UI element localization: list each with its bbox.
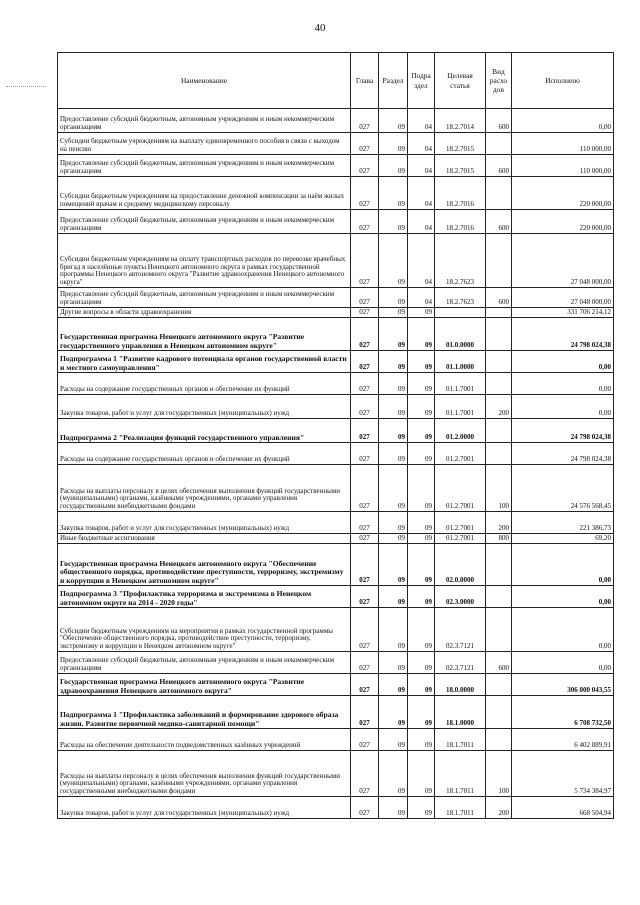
cell-razdel: 09 [379, 308, 408, 318]
cell-executed: 0,00 [512, 608, 614, 652]
cell-podrazdel: 09 [408, 512, 435, 534]
cell-podrazdel: 09 [408, 696, 435, 729]
table-row [58, 351, 614, 373]
cell-executed: 0,00 [512, 652, 614, 674]
cell-razdel: 09 [379, 696, 408, 729]
table-row [58, 608, 614, 652]
cell-vid [486, 674, 512, 696]
cell-vid [486, 419, 512, 443]
cell-name: Предоставление субсидий бюджетным, автономным учреждениям и иным некоммерческим организациям [58, 652, 351, 674]
cell-razdel: 09 [379, 465, 408, 512]
cell-glava: 027 [351, 395, 379, 419]
table-row [58, 308, 614, 318]
cell-podrazdel: 04 [408, 177, 435, 210]
cell-glava: 027 [351, 797, 379, 819]
cell-executed: 24 576 568,45 [512, 465, 614, 512]
cell-target: 18.2.7016 [435, 177, 486, 210]
cell-vid: 600 [486, 155, 512, 177]
table-row [58, 288, 614, 308]
cell-glava: 027 [351, 210, 379, 234]
cell-podrazdel: 09 [408, 308, 435, 318]
cell-podrazdel: 09 [408, 797, 435, 819]
cell-vid: 600 [486, 288, 512, 308]
cell-glava: 027 [351, 351, 379, 373]
cell-razdel: 09 [379, 608, 408, 652]
cell-podrazdel: 09 [408, 544, 435, 586]
cell-name: Другие вопросы в области здравоохранения [58, 308, 351, 318]
cell-razdel: 09 [379, 544, 408, 586]
page-number: 40 [314, 22, 326, 34]
cell-razdel: 09 [379, 586, 408, 608]
cell-glava: 027 [351, 751, 379, 797]
cell-razdel: 09 [379, 288, 408, 308]
cell-executed: 27 048 000,00 [512, 288, 614, 308]
cell-name: Субсидии бюджетным учреждениям на оплату транспортных расходов по перевозке врачебных бригад в населённые пункты Ненецкого автономного округа в рамках государственной программы Ненецкого автономного округа "Развитие здравоохранения Ненецкого автономного округа" [58, 234, 351, 288]
cell-target: 01.2.0000 [435, 419, 486, 443]
table-row [58, 729, 614, 751]
cell-vid [486, 234, 512, 288]
cell-podrazdel: 09 [408, 419, 435, 443]
cell-executed: 0,00 [512, 109, 614, 133]
cell-target: 18.2.7016 [435, 210, 486, 234]
header-razdel: Раздел [379, 53, 408, 109]
cell-podrazdel: 04 [408, 210, 435, 234]
cell-glava: 027 [351, 443, 379, 465]
cell-razdel: 09 [379, 443, 408, 465]
cell-executed: 6 708 732,50 [512, 696, 614, 729]
cell-glava: 027 [351, 465, 379, 512]
cell-glava: 027 [351, 177, 379, 210]
cell-name: Расходы на выплаты персоналу в целях обеспечения выполнения функций государственными (муниципальными) органами, казёнными учреждениями, органами управления государственными внебюджетными фондами [58, 465, 351, 512]
cell-name: Закупка товаров, работ и услуг для государственных (муниципальных) нужд [58, 797, 351, 819]
cell-vid: 200 [486, 395, 512, 419]
table-row [58, 534, 614, 544]
cell-executed: 0,00 [512, 351, 614, 373]
cell-podrazdel: 04 [408, 288, 435, 308]
table-row [58, 674, 614, 696]
cell-razdel: 09 [379, 674, 408, 696]
cell-name: Закупка товаров, работ и услуг для государственных (муниципальных) нужд [58, 395, 351, 419]
cell-name: Подпрограмма 2 "Реализация функций государственного управления" [58, 419, 351, 443]
cell-name: Предоставление субсидий бюджетным, автономным учреждениям и иным некоммерческим организациям [58, 155, 351, 177]
cell-target: 18.1.7011 [435, 797, 486, 819]
cell-podrazdel: 09 [408, 318, 435, 351]
cell-podrazdel: 09 [408, 465, 435, 512]
cell-executed: 0,00 [512, 395, 614, 419]
cell-podrazdel: 09 [408, 534, 435, 544]
cell-vid [486, 586, 512, 608]
cell-razdel: 09 [379, 133, 408, 155]
table-row [58, 210, 614, 234]
header-vid: Вид расхо дов [486, 53, 512, 109]
cell-name: Государственная программа Ненецкого автономного округа "Обеспечение общественного порядка, противодействие преступности, терроризму, экстремизму и коррупции в Ненецком автономном округе" [58, 544, 351, 586]
cell-vid: 200 [486, 797, 512, 819]
cell-glava: 027 [351, 155, 379, 177]
cell-executed: 5 734 384,97 [512, 751, 614, 797]
cell-vid [486, 373, 512, 395]
cell-podrazdel: 09 [408, 674, 435, 696]
cell-target: 01.2.7001 [435, 465, 486, 512]
cell-vid [486, 696, 512, 729]
cell-glava: 027 [351, 234, 379, 288]
cell-name: Подпрограмма 1 "Развитие кадрового потенциала органов государственной власти и местного самоуправления" [58, 351, 351, 373]
cell-executed: 0,00 [512, 586, 614, 608]
cell-podrazdel: 04 [408, 234, 435, 288]
cell-target: 18.2.7015 [435, 155, 486, 177]
cell-razdel: 09 [379, 155, 408, 177]
table-header-row [58, 53, 614, 109]
cell-vid [486, 351, 512, 373]
table-row [58, 318, 614, 351]
cell-executed: 221 386,73 [512, 512, 614, 534]
table-body [58, 109, 614, 819]
cell-razdel: 09 [379, 419, 408, 443]
cell-razdel: 09 [379, 729, 408, 751]
cell-target: 02.3.0000 [435, 586, 486, 608]
cell-razdel: 09 [379, 234, 408, 288]
table-row [58, 465, 614, 512]
cell-executed: 69,20 [512, 534, 614, 544]
table-row [58, 797, 614, 819]
cell-name: Подпрограмма 3 "Профилактика терроризма и экстремизма в Ненецком автономном округе на 2014 - 2020 годы" [58, 586, 351, 608]
cell-name: Расходы на обеспечение деятельности подведомственных казённых учреждений [58, 729, 351, 751]
cell-glava: 027 [351, 608, 379, 652]
cell-target [435, 308, 486, 318]
cell-executed: 668 504,94 [512, 797, 614, 819]
cell-target: 01.2.7001 [435, 443, 486, 465]
cell-name: Предоставление субсидий бюджетным, автономным учреждениям и иным некоммерческим организациям [58, 210, 351, 234]
cell-target: 18.2.7014 [435, 109, 486, 133]
budget-table [57, 52, 614, 819]
cell-podrazdel: 09 [408, 652, 435, 674]
cell-vid: 200 [486, 512, 512, 534]
cell-razdel: 09 [379, 177, 408, 210]
cell-glava: 027 [351, 419, 379, 443]
cell-vid [486, 729, 512, 751]
header-glava: Глава [351, 53, 379, 109]
cell-podrazdel: 09 [408, 395, 435, 419]
cell-target: 18.2.7015 [435, 133, 486, 155]
cell-target: 02.3.7121 [435, 652, 486, 674]
cell-executed: 0,00 [512, 373, 614, 395]
cell-podrazdel: 04 [408, 133, 435, 155]
cell-name: Иные бюджетные ассигнования [58, 534, 351, 544]
cell-razdel: 09 [379, 512, 408, 534]
cell-name: Закупка товаров, работ и услуг для государственных (муниципальных) нужд [58, 512, 351, 534]
cell-vid [486, 177, 512, 210]
cell-glava: 027 [351, 373, 379, 395]
cell-target: 02.0.0000 [435, 544, 486, 586]
cell-name: Расходы на выплаты персоналу в целях обеспечения выполнения функций государственными (муниципальными) органами, казёнными учреждениями, органами управления государственными внебюджетными фондами [58, 751, 351, 797]
cell-podrazdel: 09 [408, 751, 435, 797]
cell-podrazdel: 04 [408, 155, 435, 177]
table-row [58, 177, 614, 210]
cell-vid: 600 [486, 652, 512, 674]
header-target: Целевая статья [435, 53, 486, 109]
cell-name: Субсидии бюджетным учреждениям на мероприятия в рамках государственной программы "Обеспечение общественного порядка, противодействие преступности, терроризму, экстремизму и коррупции в Ненецком автономном округе" [58, 608, 351, 652]
cell-razdel: 09 [379, 318, 408, 351]
header-podrazdel: Подра здел [408, 53, 435, 109]
cell-target: 18.2.7623 [435, 288, 486, 308]
cell-target: 01.1.7001 [435, 395, 486, 419]
cell-podrazdel: 09 [408, 729, 435, 751]
cell-executed: 110 000,00 [512, 133, 614, 155]
cell-razdel: 09 [379, 109, 408, 133]
cell-glava: 027 [351, 674, 379, 696]
table-row [58, 419, 614, 443]
cell-vid [486, 318, 512, 351]
cell-name: Государственная программа Ненецкого автономного округа "Развитие государственного управления в Ненецком автономном округе" [58, 318, 351, 351]
table-row [58, 512, 614, 534]
cell-podrazdel: 04 [408, 109, 435, 133]
cell-vid [486, 544, 512, 586]
cell-podrazdel: 09 [408, 373, 435, 395]
cell-vid [486, 443, 512, 465]
cell-glava: 027 [351, 288, 379, 308]
cell-podrazdel: 09 [408, 608, 435, 652]
header-executed: Исполнено [512, 53, 614, 109]
table-row [58, 696, 614, 729]
cell-glava: 027 [351, 318, 379, 351]
cell-target: 01.2.7001 [435, 512, 486, 534]
cell-target: 01.1.0000 [435, 351, 486, 373]
cell-razdel: 09 [379, 534, 408, 544]
cell-vid: 800 [486, 534, 512, 544]
table-row [58, 155, 614, 177]
table-row [58, 395, 614, 419]
header-name: Наименование [58, 53, 351, 109]
cell-executed: 24 798 024,38 [512, 443, 614, 465]
cell-razdel: 09 [379, 751, 408, 797]
cell-name: Расходы на содержание государственных органов и обеспечение их функций [58, 373, 351, 395]
cell-vid [486, 133, 512, 155]
cell-executed: 27 048 000,00 [512, 234, 614, 288]
cell-name: Субсидии бюджетным учреждениям на предоставление денежной компенсации за наём жилых помещений врачам и среднему медицинскому персоналу [58, 177, 351, 210]
cell-podrazdel: 09 [408, 351, 435, 373]
cell-executed: 220 000,00 [512, 210, 614, 234]
cell-target: 18.1.0000 [435, 696, 486, 729]
cell-glava: 027 [351, 586, 379, 608]
cell-vid: 100 [486, 465, 512, 512]
cell-glava: 027 [351, 133, 379, 155]
cell-name: Государственная программа Ненецкого автономного округа "Развитие здравоохранения Ненецкого автономного округа" [58, 674, 351, 696]
table-row [58, 234, 614, 288]
cell-vid: 600 [486, 210, 512, 234]
cell-target: 02.3.7121 [435, 608, 486, 652]
cell-podrazdel: 09 [408, 586, 435, 608]
cell-name: Предоставление субсидий бюджетным, автономным учреждениям и иным некоммерческим организациям [58, 109, 351, 133]
table-row [58, 109, 614, 133]
cell-target: 18.1.7011 [435, 729, 486, 751]
cell-vid: 100 [486, 751, 512, 797]
cell-glava: 027 [351, 652, 379, 674]
cell-razdel: 09 [379, 351, 408, 373]
cell-podrazdel: 09 [408, 443, 435, 465]
cell-glava: 027 [351, 544, 379, 586]
cell-executed: 24 798 024,38 [512, 318, 614, 351]
cell-executed: 6 402 889,91 [512, 729, 614, 751]
cell-glava: 027 [351, 308, 379, 318]
cell-executed: 220 000,00 [512, 177, 614, 210]
cell-name: Подпрограмма 1 "Профилактика заболеваний и формирование здорового образа жизни. Развитие первичной медико-санитарной помощи" [58, 696, 351, 729]
cell-vid [486, 308, 512, 318]
cell-glava: 027 [351, 696, 379, 729]
cell-razdel: 09 [379, 395, 408, 419]
cell-target: 18.0.0000 [435, 674, 486, 696]
cell-razdel: 09 [379, 373, 408, 395]
cell-target: 01.1.7001 [435, 373, 486, 395]
table-row [58, 373, 614, 395]
cell-name: Расходы на содержание государственных органов и обеспечение их функций [58, 443, 351, 465]
table-row [58, 443, 614, 465]
cell-razdel: 09 [379, 797, 408, 819]
cell-executed: 24 798 024,38 [512, 419, 614, 443]
cell-glava: 027 [351, 534, 379, 544]
cell-glava: 027 [351, 512, 379, 534]
table-row [58, 751, 614, 797]
table-row [58, 544, 614, 586]
cell-glava: 027 [351, 729, 379, 751]
cell-razdel: 09 [379, 652, 408, 674]
cell-glava: 027 [351, 109, 379, 133]
cell-executed: 306 000 043,55 [512, 674, 614, 696]
cell-vid [486, 608, 512, 652]
table-row [58, 586, 614, 608]
cell-executed: 0,00 [512, 544, 614, 586]
cell-name: Предоставление субсидий бюджетным, автономным учреждениям и иным некоммерческим организациям [58, 288, 351, 308]
cell-executed: 110 000,00 [512, 155, 614, 177]
cell-target: 18.2.7623 [435, 234, 486, 288]
cell-name: Субсидии бюджетным учреждениям на выплату единовременного пособия в связи с выходом на пенсию [58, 133, 351, 155]
cell-vid: 600 [486, 109, 512, 133]
cell-target: 01.2.7001 [435, 534, 486, 544]
cell-executed: 331 706 214,12 [512, 308, 614, 318]
margin-mark [6, 86, 46, 87]
cell-target: 01.0.0000 [435, 318, 486, 351]
cell-razdel: 09 [379, 210, 408, 234]
table-row [58, 652, 614, 674]
cell-target: 18.1.7011 [435, 751, 486, 797]
table-row [58, 133, 614, 155]
